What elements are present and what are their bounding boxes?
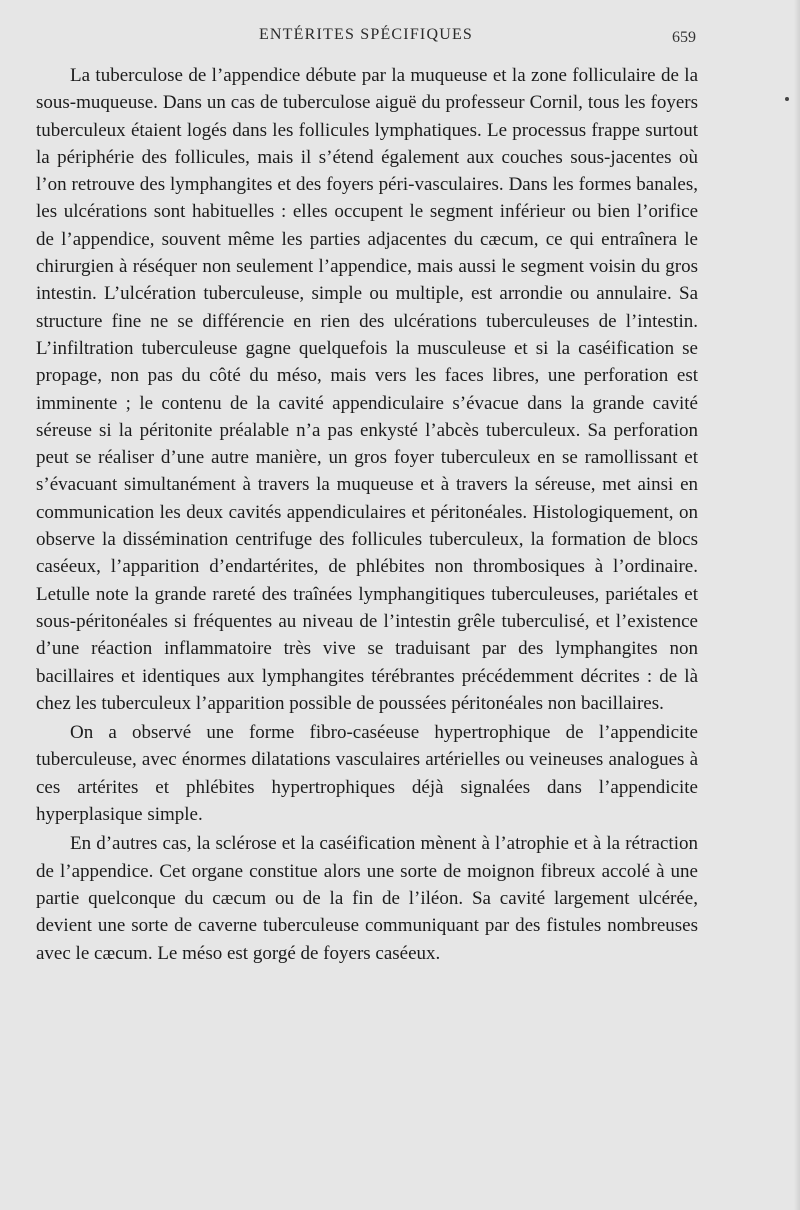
page-number: 659	[672, 29, 696, 46]
page-edge-shadow	[794, 0, 800, 1210]
header-title: ENTÉRITES SPÉCIFIQUES	[258, 26, 474, 43]
paragraph-2: On a observé une forme fibro-caséeuse hypertrophique de l’appendicite tuberculeuse, avec énormes dilatations vasculaires artérielles ou veineuses analogues à ces artérites et phlébites hypertrophiques déjà signalées dans l’appendicite hyperplasique simple.	[36, 722, 698, 826]
paragraph-1: La tuberculose de l’appendice débute par la muqueuse et la zone folliculaire de la sous-muqueuse. Dans un cas de tuberculose aiguë du professeur Cornil, tous les foyers tuberculeux étaient logés dans les follicules lymphatiques. Le processus frappe surtout la périphérie des follicules, mais il s’étend également aux couches sous-jacentes où l’on retrouve des lymphangites et des foyers péri-vasculaires. Dans les formes banales, les ulcérations sont habituelles : elles occupent le segment inférieur ou bien l’orifice de l’appendice, souvent même les parties adjacentes du cæcum, ce qui entraînera le chirurgien à réséquer non seulement l’appendice, mais aussi le segment voisin du gros intestin. L’ulcération tuberculeuse, simple ou multiple, est arrondie ou annulaire. Sa structure fine ne se différencie en rien des ulcérations tuberculeuses de l’intestin. L’infiltration tuberculeuse gagne quelquefois la musculeuse et si la caséification se propage, non pas du côté du méso, mais vers les faces libres, une perforation est imminente ; le contenu de la cavité appendiculaire s’évacue dans la grande cavité séreuse si la péritonite préalable n’a pas enkysté l’abcès tuberculeux. Sa perforation peut se réaliser d’une autre manière, un gros foyer tuberculeux en se ramollissant et s’évacuant simultanément à travers la muqueuse et à travers la séreuse, met ainsi en communication les deux cavités appendiculaires et péritonéales. Histologiquement, on observe la dissémination centrifuge des follicules tuberculeux, la formation de blocs caséeux, l’apparition d’endartérites, de phlébites non thrombosiques à l’ordinaire. Letulle note la grande rareté des traînées lymphangitiques tuberculeuses, pariétales et sous-péritonéales si fréquentes au niveau de l’intestin grêle tuberculisé, et l’existence d’une réaction inflammatoire très vive se traduisant par des lymphangites non bacillaires et identiques aux lymphangites térébrantes précédemment décrites : de là chez les tuberculeux l’apparition possible de poussées péritonéales non bacillaires.	[36, 65, 698, 714]
margin-mark	[785, 97, 789, 101]
paragraph-3: En d’autres cas, la sclérose et la caséification mènent à l’atrophie et à la rétraction de l’appendice. Cet organe constitue alors une sorte de moignon fibreux accolé à une partie quelconque du cæcum ou de la fin de l’iléon. Sa cavité largement ulcérée, devient une sorte de caverne tuberculeuse communiquant par des fistules nombreuses avec le cæcum. Le méso est gorgé de foyers caséeux.	[36, 833, 698, 964]
body-text	[36, 62, 698, 967]
running-head	[36, 26, 696, 54]
